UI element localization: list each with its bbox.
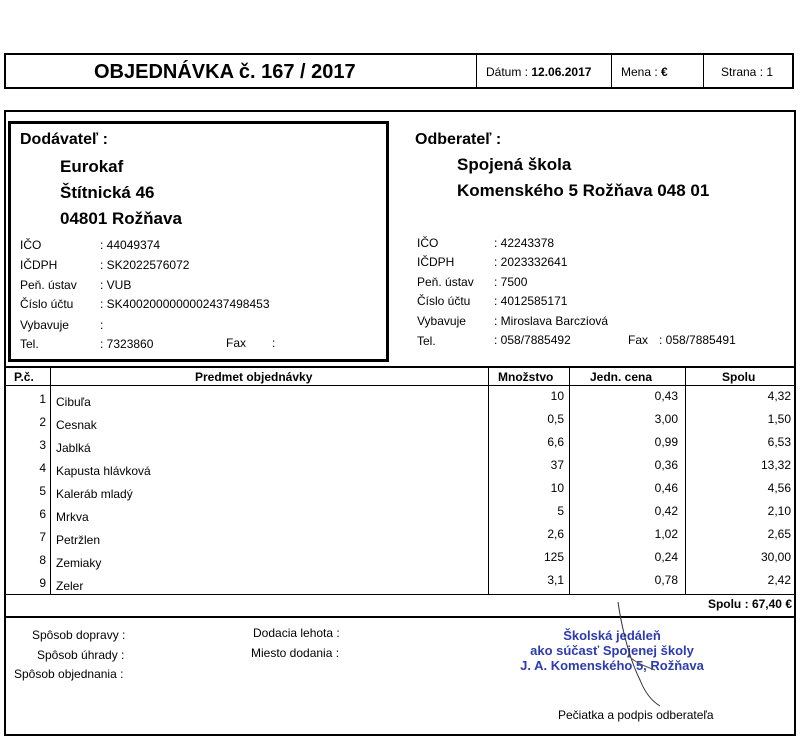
item-total: 4,56 — [767, 481, 791, 495]
transport-label: Spôsob dopravy : — [32, 628, 126, 642]
delivery-term-label: Dodacia lehota : — [253, 626, 340, 640]
col-header-total: Spolu — [722, 370, 756, 384]
order-title: OBJEDNÁVKA č. 167 / 2017 — [94, 61, 356, 83]
item-name: Jablká — [56, 441, 91, 455]
col-header-no: P.č. — [14, 370, 34, 384]
item-unit-price: 0,99 — [654, 435, 678, 449]
customer-contact-label: Vybavuje — [417, 314, 466, 328]
customer-ico-label: IČO — [417, 236, 439, 250]
item-quantity: 125 — [543, 550, 564, 564]
item-unit-price: 0,43 — [654, 389, 678, 403]
customer-fax-value: : 058/7885491 — [659, 333, 736, 347]
item-unit-price: 0,36 — [654, 458, 678, 472]
item-unit-price: 1,02 — [654, 527, 678, 541]
customer-ico-value: : 42243378 — [494, 236, 555, 250]
item-total: 6,53 — [767, 435, 791, 449]
currency-label: Mena : — [621, 65, 658, 79]
date-field — [486, 65, 591, 79]
sum-label: Spolu : — [707, 597, 749, 611]
customer-name: Spojená škola — [457, 155, 572, 174]
row-number: 7 — [39, 530, 46, 544]
date-label: Dátum : — [486, 65, 529, 79]
currency-value: € — [661, 65, 668, 79]
item-quantity: 0,5 — [547, 412, 564, 426]
item-name: Kapusta hlávková — [56, 464, 151, 478]
supplier-tel-value: : 7323860 — [100, 337, 154, 351]
page-label: Strana : — [721, 65, 764, 79]
item-quantity: 5 — [557, 504, 564, 518]
item-total: 2,10 — [767, 504, 791, 518]
date-value: 12.06.2017 — [531, 65, 592, 79]
table-header-border — [6, 385, 796, 386]
supplier-bank-label: Peň. ústav — [20, 278, 77, 292]
item-name: Petržlen — [56, 533, 101, 547]
item-quantity: 10 — [550, 481, 564, 495]
item-total: 2,65 — [767, 527, 791, 541]
col-header-item: Predmet objednávky — [195, 370, 313, 384]
item-quantity: 3,1 — [547, 573, 564, 587]
supplier-tel-label: Tel. — [20, 337, 39, 351]
table-top-border — [6, 366, 796, 368]
item-quantity: 6,6 — [547, 435, 564, 449]
customer-contact-value: : Miroslava Barcziová — [494, 314, 609, 328]
payment-label: Spôsob úhrady : — [37, 648, 125, 662]
col-header-qty: Množstvo — [498, 370, 554, 384]
customer-address: Komenského 5 Rožňava 048 01 — [457, 181, 710, 200]
customer-icdph-value: : 2023332641 — [494, 255, 568, 269]
row-number: 2 — [39, 415, 46, 429]
supplier-ico-value: : 44049374 — [100, 238, 161, 252]
item-total: 30,00 — [760, 550, 791, 564]
customer-icdph-label: IČDPH — [417, 255, 455, 269]
row-number: 4 — [39, 461, 46, 475]
item-unit-price: 0,46 — [654, 481, 678, 495]
customer-account-label: Číslo účtu — [417, 294, 471, 308]
page-field — [721, 65, 773, 79]
sum-value: 67,40 € — [751, 597, 792, 611]
supplier-account-label: Číslo účtu — [20, 297, 74, 311]
customer-bank-value: : 7500 — [494, 275, 528, 289]
item-quantity: 37 — [550, 458, 564, 472]
item-name: Cibuľa — [56, 395, 91, 409]
stamp-line: ako súčasť Spojenej školy — [530, 643, 694, 658]
item-total: 4,32 — [767, 389, 791, 403]
row-number: 1 — [39, 392, 46, 406]
supplier-bank-value: : VUB — [100, 278, 132, 292]
supplier-heading: Dodávateľ : — [20, 131, 108, 148]
customer-tel-label: Tel. — [417, 334, 436, 348]
supplier-icdph-value: : SK2022576072 — [100, 258, 190, 272]
customer-fax-label: Fax — [628, 333, 649, 347]
supplier-fax-value: : — [272, 336, 276, 350]
row-number: 5 — [39, 484, 46, 498]
table-bottom-border — [6, 594, 796, 595]
stamp-line: Školská jedáleň — [563, 628, 661, 643]
item-total: 1,50 — [767, 412, 791, 426]
customer-tel-value: : 058/7885492 — [494, 333, 571, 347]
item-total: 13,32 — [760, 458, 791, 472]
row-number: 8 — [39, 553, 46, 567]
supplier-street: Štítnická 46 — [60, 183, 155, 202]
row-number: 6 — [39, 507, 46, 521]
col-divider — [50, 366, 51, 594]
supplier-city: 04801 Rožňava — [60, 209, 182, 228]
item-name: Cesnak — [56, 418, 97, 432]
order-method-label: Spôsob objednania : — [14, 667, 124, 681]
item-unit-price: 0,24 — [654, 550, 678, 564]
item-name: Zeler — [56, 579, 84, 593]
supplier-ico-label: IČO — [20, 238, 42, 252]
customer-bank-label: Peň. ústav — [417, 275, 474, 289]
supplier-fax-label: Fax — [226, 336, 247, 350]
signature-mark — [600, 600, 680, 710]
customer-account-value: : 4012585171 — [494, 294, 568, 308]
supplier-icdph-label: IČDPH — [20, 258, 58, 272]
item-unit-price: 3,00 — [654, 412, 678, 426]
supplier-name: Eurokaf — [60, 157, 124, 176]
row-number: 3 — [39, 438, 46, 452]
col-divider — [569, 366, 570, 594]
item-unit-price: 0,78 — [654, 573, 678, 587]
header-divider — [611, 55, 612, 87]
item-quantity: 10 — [550, 389, 564, 403]
item-name: Zemiaky — [56, 556, 102, 570]
item-name: Mrkva — [56, 510, 89, 524]
col-header-price: Jedn. cena — [590, 370, 653, 384]
currency-field — [621, 65, 668, 79]
page-value: 1 — [766, 65, 774, 79]
item-name: Kaleráb mladý — [56, 487, 133, 501]
col-divider — [488, 366, 489, 594]
item-quantity: 2,6 — [547, 527, 564, 541]
delivery-place-label: Miesto dodania : — [251, 646, 340, 660]
row-number: 9 — [39, 576, 46, 590]
item-unit-price: 0,42 — [654, 504, 678, 518]
item-total: 2,42 — [767, 573, 791, 587]
supplier-contact-label: Vybavuje — [20, 318, 69, 332]
supplier-account-value: : SK4002000000002437498453 — [100, 297, 270, 311]
supplier-contact-value: : — [100, 318, 104, 332]
header-divider — [476, 55, 477, 87]
signature-label: Pečiatka a podpis odberateľa — [558, 708, 714, 722]
col-divider — [685, 366, 686, 594]
order-header — [4, 53, 794, 89]
customer-heading: Odberateľ : — [415, 131, 502, 148]
header-divider — [703, 55, 704, 87]
stamp-line: J. A. Komenského 5, Rožňava — [520, 658, 704, 673]
